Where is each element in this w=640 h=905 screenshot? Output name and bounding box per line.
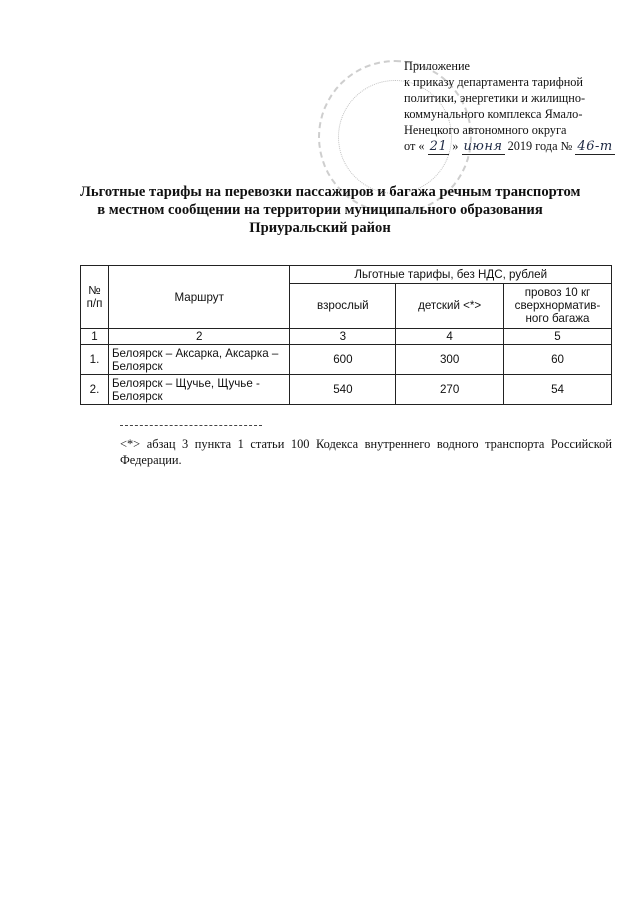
approval-date-line — [404, 138, 614, 155]
table-row — [81, 345, 612, 375]
row-adult: 600 — [290, 345, 396, 375]
row-num: 2. — [81, 375, 109, 405]
approval-line: к приказу департамента тарифной — [404, 75, 584, 89]
approval-block — [404, 58, 614, 155]
approval-line: коммунального комплекса Ямало- — [404, 107, 583, 121]
row-child: 300 — [396, 345, 504, 375]
numbering-cell: 3 — [290, 329, 396, 345]
header-route: Маршрут — [108, 266, 290, 329]
document-title — [80, 183, 581, 237]
header-adult: взрослый — [290, 283, 396, 328]
header-num: № п/п — [81, 266, 109, 329]
table-row — [81, 375, 612, 405]
footnote — [80, 436, 612, 468]
numbering-cell: 2 — [108, 329, 290, 345]
date-day-handwritten: 21 — [429, 139, 448, 154]
title-line-2: в местном сообщении на территории муниципального образования — [97, 202, 543, 218]
row-route: Белоярск – Аксарка, Аксарка – Белоярск — [108, 345, 290, 375]
approval-line: политики, энергетики и жилищно- — [404, 91, 586, 105]
footnote-text: <*> абзац 3 пункта 1 статьи 100 Кодекса внутреннего водного транспорта Российской Федерации. — [120, 437, 612, 467]
order-number-handwritten: 46-т — [577, 139, 613, 154]
numbering-cell: 4 — [396, 329, 504, 345]
header-tariffs-group: Льготные тарифы, без НДС, рублей — [290, 266, 612, 284]
date-year-text: 2019 года № — [507, 139, 573, 153]
numbering-cell: 5 — [504, 329, 612, 345]
approval-line: Ненецкого автономного округа — [404, 123, 567, 137]
row-child: 270 — [396, 375, 504, 405]
approval-line: Приложение — [404, 59, 470, 73]
header-luggage: провоз 10 кг сверхнорматив-ного багажа — [504, 283, 612, 328]
date-mid: » — [452, 139, 459, 153]
numbering-row — [81, 329, 612, 345]
row-route: Белоярск – Щучье, Щучье - Белоярск — [108, 375, 290, 405]
title-line-3: Приуральский район — [249, 220, 391, 236]
title-line-1: Льготные тарифы на перевозки пассажиров и багажа речным транспортом — [80, 184, 581, 200]
date-month-handwritten: июня — [463, 139, 503, 154]
row-luggage: 54 — [504, 375, 612, 405]
date-prefix: от « — [404, 139, 425, 153]
row-adult: 540 — [290, 375, 396, 405]
row-num: 1. — [81, 345, 109, 375]
footnote-separator — [120, 425, 262, 426]
numbering-cell: 1 — [81, 329, 109, 345]
row-luggage: 60 — [504, 345, 612, 375]
tariffs-table — [80, 265, 612, 405]
header-child: детский <*> — [396, 283, 504, 328]
